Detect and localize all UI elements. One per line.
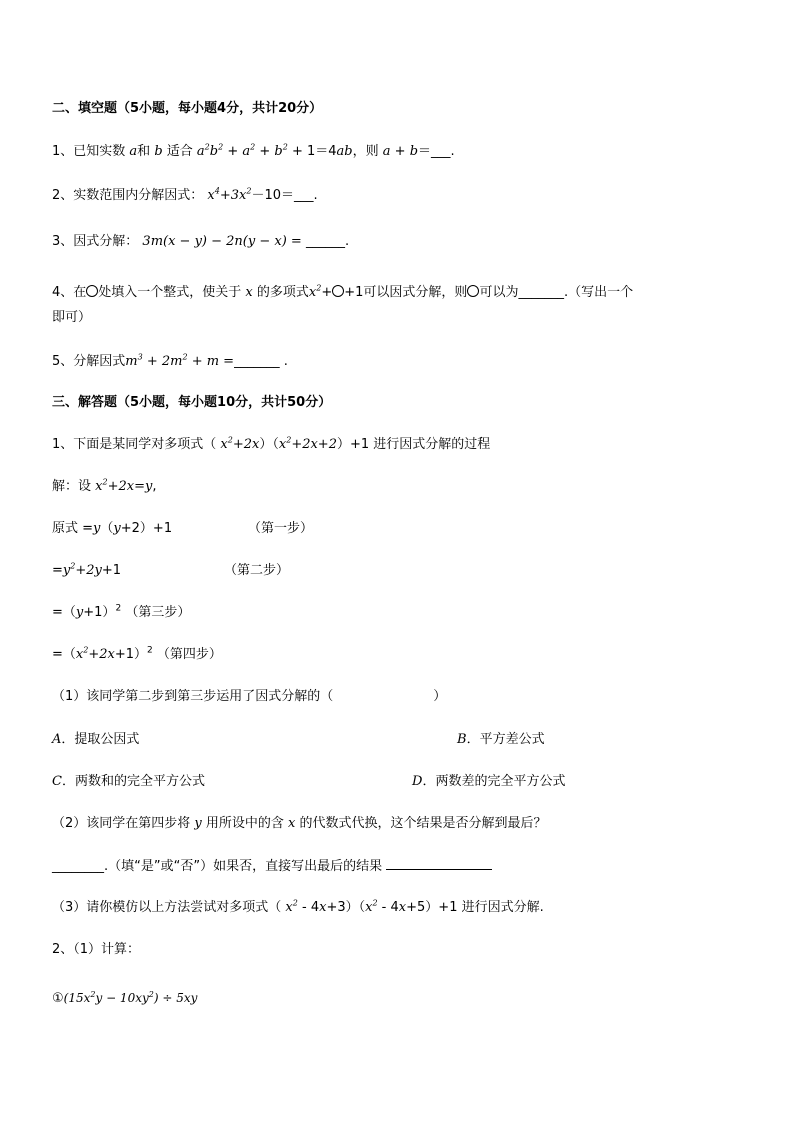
options-row-1: [52, 731, 652, 749]
solution-step-2: $=y^2+2y+1$ （第二步）: [52, 561, 290, 578]
answer-blank: ______: [305, 234, 345, 249]
q2-expression: $(15x^2y - 10xy^2) \div 5xy$: [63, 990, 198, 1005]
solution-step-1: 原式 =y（y+2）+1 （第一步）: [52, 521, 314, 536]
solve-question-1-stem: 1、下面是某同学对多项式（ $x^2+2x)(x^2+2x+2)+1$ 进行因式分解的过程: [52, 435, 491, 452]
fill-question-2: 2、实数范围内分解因式： $x^4+3x^2-10=\_\_\_$.: [52, 186, 318, 203]
sub-question-2-answer: ________.（填“是”或“否”）如果否，直接写出最后的结果: [52, 857, 492, 876]
step-4-note: （第四步）: [156, 647, 222, 662]
solution-substitution: 解：设 $x^2+2x=y$,: [52, 477, 157, 494]
sub-question-3: （3）请你模仿以上方法尝试对多项式（ $x^2 - 4x+3)(x^2 - 4x+5)+1$ 进行因式分解.: [52, 898, 544, 915]
options-row-2: [52, 773, 652, 791]
fill-question-1: 1、已知实数 a和 b 适合 $a^2b^2 + a^2 + b^2 + 1=4ab$，则 a + b＝___.: [52, 142, 455, 159]
answer-blank: ________: [52, 859, 104, 874]
circle-placeholder-icon: [467, 285, 479, 297]
section2-title: 二、填空题（5小题，每小题4分，共计20分）: [52, 101, 323, 116]
solution-step-3: $=(y+1)^2$ （第三步）: [52, 603, 191, 620]
solve-question-2-item-1: $①(15x^2y - 10xy^2) \div 5xy$: [52, 990, 198, 1006]
answer-blank: _______: [234, 354, 280, 369]
option-b[interactable]: B．平方差公式: [457, 732, 545, 747]
fill-question-5: 5、分解因式$m^3 + 2m^2 + m$ =_______ .: [52, 352, 288, 369]
answer-line: [386, 857, 492, 870]
q2-expression: $x^4+3x^2$: [207, 186, 252, 203]
solve-question-2-title: 2、（1）计算：: [52, 942, 141, 957]
fill-question-4: 4、在 处填入一个整式，使关于 x 的多项式$x^2+ +1$可以因式分解，则 可以为_______.（写出一个: [52, 283, 634, 300]
section3-title: 三、解答题（5小题，每小题10分，共计50分）: [52, 395, 332, 410]
option-a[interactable]: A．提取公因式: [52, 732, 140, 747]
solution-step-4: $=(x^2+2x+1)^2$ （第四步）: [52, 645, 222, 662]
sub-question-1: （1）该同学第二步到第三步运用了因式分解的（ ）: [52, 689, 447, 704]
circle-placeholder-icon: [332, 285, 344, 297]
answer-blank: _______: [518, 285, 564, 300]
q1-equation: $a^2b^2$: [196, 142, 224, 159]
q5-expression: $m^3 + 2m^2 + m$ =: [125, 352, 235, 369]
option-c[interactable]: C．两数和的完全平方公式: [52, 774, 205, 789]
step-1-note: （第一步）: [248, 521, 314, 536]
sub-question-2: （2）该同学在第四步将 y 用所设中的含 x 的代数式代换，这个结果是否分解到最后？: [52, 816, 547, 831]
answer-blank: ___: [431, 144, 451, 159]
answer-blank: ___: [293, 188, 314, 203]
step-3-note: （第三步）: [125, 605, 191, 620]
fill-question-4-cont: 即可）: [52, 310, 92, 325]
circle-placeholder-icon: [86, 285, 98, 297]
q3-expression: 3m(x − y) − 2n(y − x) =: [142, 234, 302, 249]
fill-question-3: 3、因式分解： 3m(x − y) − 2n(y − x) = ______.: [52, 234, 350, 249]
step-2-note: （第二步）: [224, 563, 290, 578]
option-d[interactable]: D．两数差的完全平方公式: [412, 774, 566, 789]
